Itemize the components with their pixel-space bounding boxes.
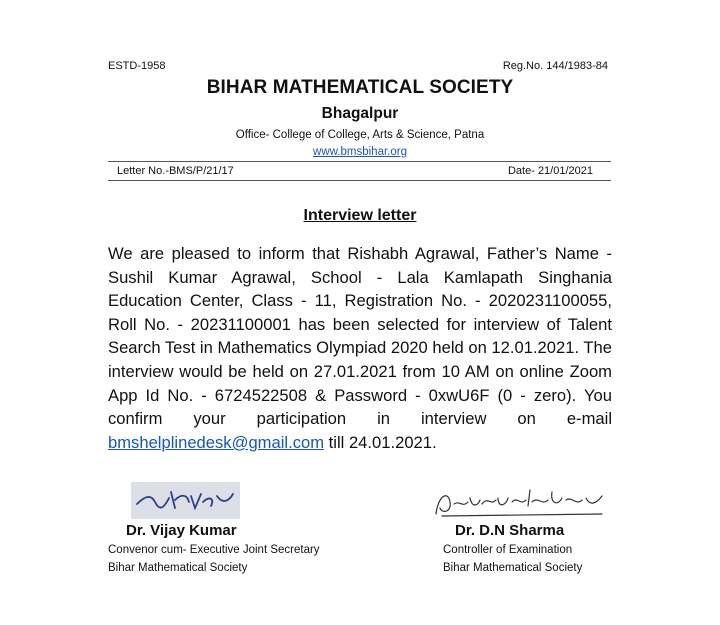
signatory-organization-left: Bihar Mathematical Society	[108, 562, 248, 574]
signature-image-left	[131, 482, 240, 519]
organization-city: Bhagalpur	[321, 105, 399, 122]
signatory-designation-right: Controller of Examination	[443, 544, 573, 556]
letter-date: Date- 21/01/2021	[507, 165, 593, 177]
established-year: ESTD-1958	[108, 60, 166, 72]
signatory-organization-right: Bihar Mathematical Society	[443, 562, 583, 574]
meta-divider	[108, 180, 611, 181]
organization-title: BIHAR MATHEMATICAL SOCIETY	[206, 77, 514, 98]
letter-body	[108, 242, 612, 454]
signature-image-right	[432, 484, 610, 520]
website-link[interactable]: www.bmsbihar.org	[313, 146, 407, 158]
body-text-closing: till 24.01.2021.	[324, 432, 437, 452]
letter-number: Letter No.-BMS/P/21/17	[117, 165, 234, 177]
signature-scribble-right	[432, 484, 610, 520]
body-text-main: We are pleased to inform that Rishabh Agrawal, Father’s Name - Sushil Kumar Agrawal, School - Lala Kamlapath Singhania Education Center, Class - 11, Registration No. - 2020231100055, Roll No. - 20231100001 has been selected for interview of Talent Search Test in Mathematics Olympiad 2020 held on 12.01.2021. The interview would be held on 27.01.2021 from 10 AM on online Zoom App Id No. - 6724522508 & Password - 0xwU6F (0 - zero). You confirm your participation in interview on e-mail	[108, 244, 612, 429]
signatory-name-left: Dr. Vijay Kumar	[126, 522, 237, 539]
email-link[interactable]: bmshelplinedesk@gmail.com	[108, 432, 325, 452]
office-address: Office- College of College, Arts & Science, Patna	[235, 129, 485, 141]
signatory-name-right: Dr. D.N Sharma	[455, 522, 565, 539]
signature-scribble-left	[131, 482, 240, 519]
letter-subject: Interview letter	[303, 207, 417, 224]
registration-number: Reg.No. 144/1983-84	[502, 60, 608, 72]
signatory-designation-left: Convenor cum- Executive Joint Secretary	[108, 544, 320, 556]
header-divider	[108, 161, 611, 162]
